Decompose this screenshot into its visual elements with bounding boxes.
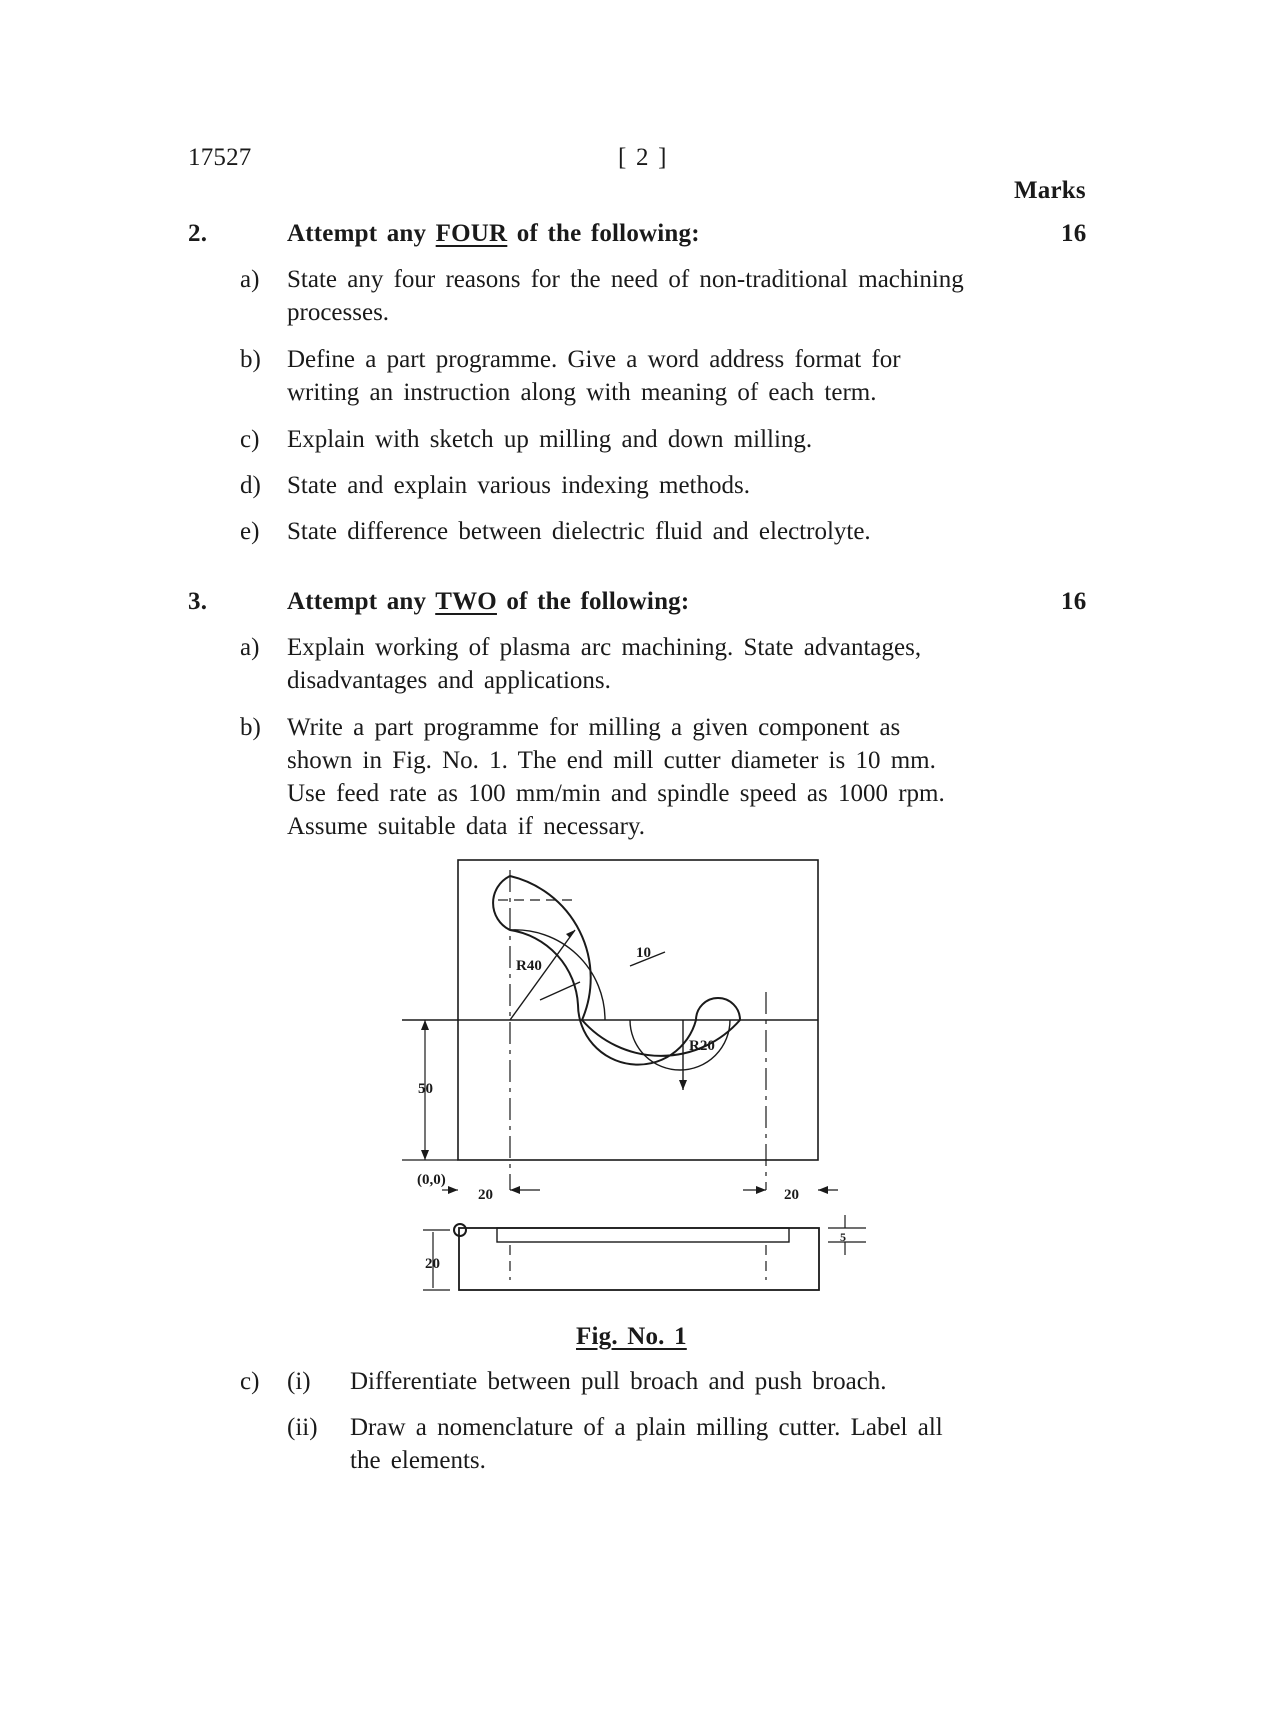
q3-marks: 16 <box>1061 588 1087 615</box>
q3c-sub-label: (i) <box>287 1368 311 1395</box>
q2-key: FOUR <box>435 220 508 247</box>
q3-part-label: b) <box>240 714 261 741</box>
q2-part-label: d) <box>240 472 261 499</box>
q3-key: TWO <box>435 588 497 615</box>
q3b-line: Use feed rate as 100 mm/min and spindle speed as 1000 rpm. <box>287 780 945 807</box>
q2-marks: 16 <box>1061 220 1087 247</box>
q2a-line: State any four reasons for the need of non-traditional machining <box>287 266 964 293</box>
origin-label: (0,0) <box>417 1172 446 1188</box>
dim-thickness-20: 20 <box>425 1256 440 1272</box>
figure-caption: Fig. No. 1 <box>576 1323 687 1350</box>
q3b-line: shown in Fig. No. 1. The end mill cutter diameter is 10 mm. <box>287 747 936 774</box>
top-view-block <box>458 860 818 1160</box>
q3c-sub-label: (ii) <box>287 1414 318 1441</box>
q2b-line: writing an instruction along with meaning of each term. <box>287 379 877 406</box>
q3b-line: Assume suitable data if necessary. <box>287 813 646 840</box>
q3c-ii-line: the elements. <box>350 1447 486 1474</box>
side-view-block <box>459 1228 819 1290</box>
q3-part-label: a) <box>240 634 260 661</box>
q2-part-label: b) <box>240 346 261 373</box>
q3a-line: Explain working of plasma arc machining. State advantages, <box>287 634 922 661</box>
q2-part-label: c) <box>240 426 260 453</box>
q3c-i-line: Differentiate between pull broach and push broach. <box>350 1368 887 1395</box>
q2-number: 2. <box>188 220 208 247</box>
q3-number: 3. <box>188 588 208 615</box>
q2b-line: Define a part programme. Give a word address format for <box>287 346 901 373</box>
marks-heading: Marks <box>1014 177 1086 204</box>
page-number: [ 2 ] <box>618 144 667 171</box>
dim-right-20: 20 <box>784 1187 799 1203</box>
q3c-label: c) <box>240 1368 260 1395</box>
dim-height-50: 50 <box>418 1081 433 1097</box>
dim-depth-5: 5 <box>840 1230 846 1244</box>
q3b-line: Write a part programme for milling a given component as <box>287 714 901 741</box>
q2c-line: Explain with sketch up milling and down milling. <box>287 426 813 453</box>
q3-instruction: Attempt any TWO of the following: <box>287 588 690 615</box>
q2a-line: processes. <box>287 299 390 326</box>
paper-code: 17527 <box>188 144 252 171</box>
dim-left-20: 20 <box>478 1187 493 1203</box>
q2e-line: State difference between dielectric fluid and electrolyte. <box>287 518 871 545</box>
q3c-ii-line: Draw a nomenclature of a plain milling cutter. Label all <box>350 1414 943 1441</box>
q2-instruction: Attempt any FOUR of the following: <box>287 220 700 247</box>
q2-part-label: e) <box>240 518 260 545</box>
dim-r20: R20 <box>689 1038 715 1054</box>
dim-r40: R40 <box>516 958 542 974</box>
q2-part-label: a) <box>240 266 260 293</box>
dim-width-10: 10 <box>636 945 651 961</box>
q3a-line: disadvantages and applications. <box>287 667 611 694</box>
q2d-line: State and explain various indexing methods. <box>287 472 750 499</box>
